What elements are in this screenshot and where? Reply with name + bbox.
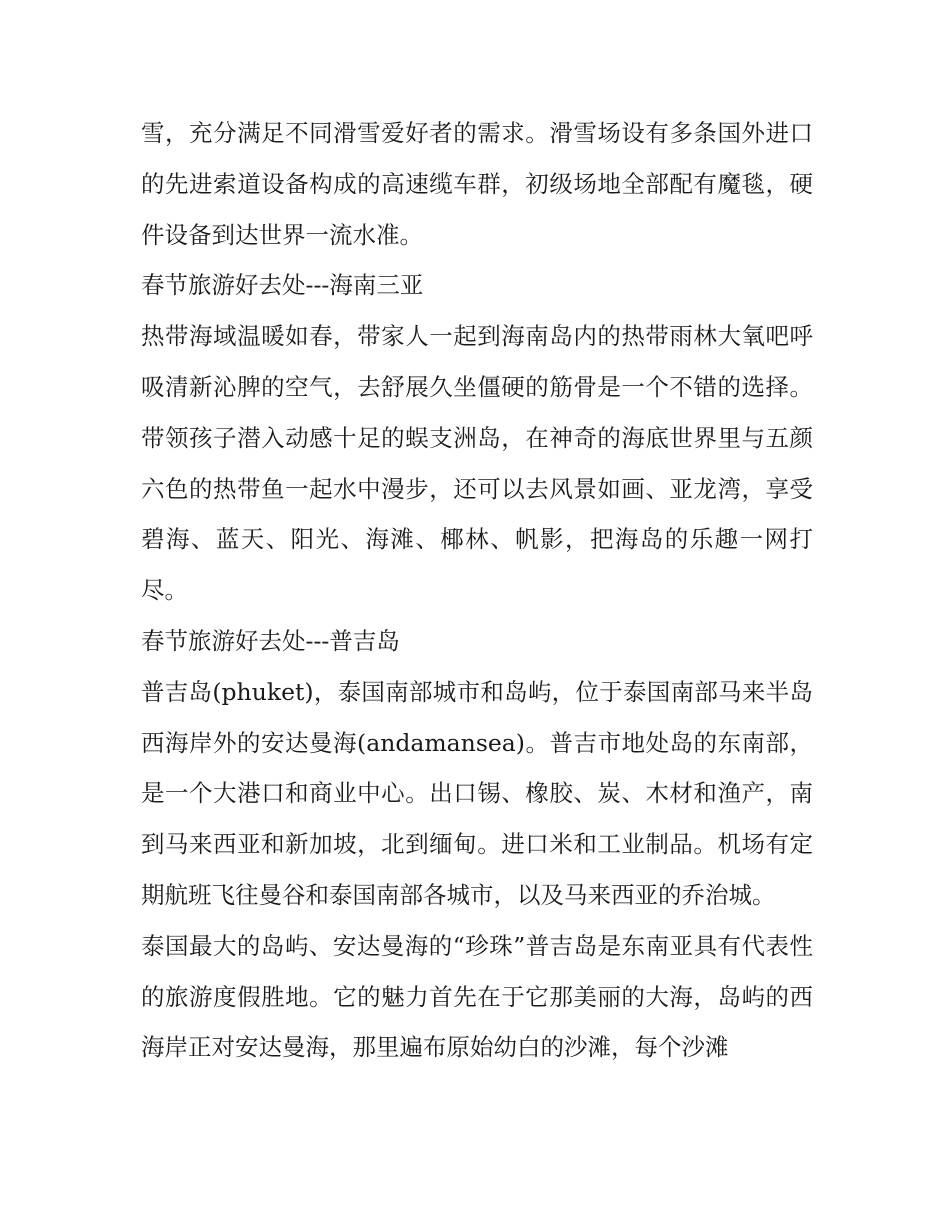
heading-hainan-sanya: 春节旅游好去处---海南三亚	[141, 271, 424, 300]
paragraph-phuket-intro: 普吉岛(phuket)，泰国南部城市和岛屿，位于泰国南部马来半岛西海岸外的安达曼海(andamansea)。普吉市地处岛的东南部，是一个大港口和商业中心。出口锡、橡胶、炭、木材和渔产，南到马来西亚和新加坡，北到缅甸。进口米和工业制品。机场有定期航班飞往曼谷和泰国南部各城市，以及马来西亚的乔治城。	[141, 677, 813, 909]
paragraph-skiing-continued: 雪，充分满足不同滑雪爱好者的需求。滑雪场设有多条国外进口的先进索道设备构成的高速缆车群，初级场地全部配有魔毯，硬件设备到达世界一流水准。	[141, 119, 813, 249]
document-body	[141, 108, 813, 1073]
paragraph-hainan-sanya: 热带海域温暖如春，带家人一起到海南岛内的热带雨林大氧吧呼吸清新沁脾的空气，去舒展久坐僵硬的筋骨是一个不错的选择。带领孩子潜入动感十足的蜈支洲岛，在神奇的海底世界里与五颜六色的热带鱼一起水中漫步，还可以去风景如画、亚龙湾，享受碧海、蓝天、阳光、海滩、椰林、帆影，把海岛的乐趣一网打尽。	[141, 322, 813, 605]
paragraph-phuket-beaches: 泰国最大的岛屿、安达曼海的“珍珠”普吉岛是东南亚具有代表性的旅游度假胜地。它的魅力首先在于它那美丽的大海，岛屿的西海岸正对安达曼海，那里遍布原始幼白的沙滩，每个沙滩	[141, 931, 813, 1062]
heading-phuket: 春节旅游好去处---普吉岛	[141, 626, 400, 655]
